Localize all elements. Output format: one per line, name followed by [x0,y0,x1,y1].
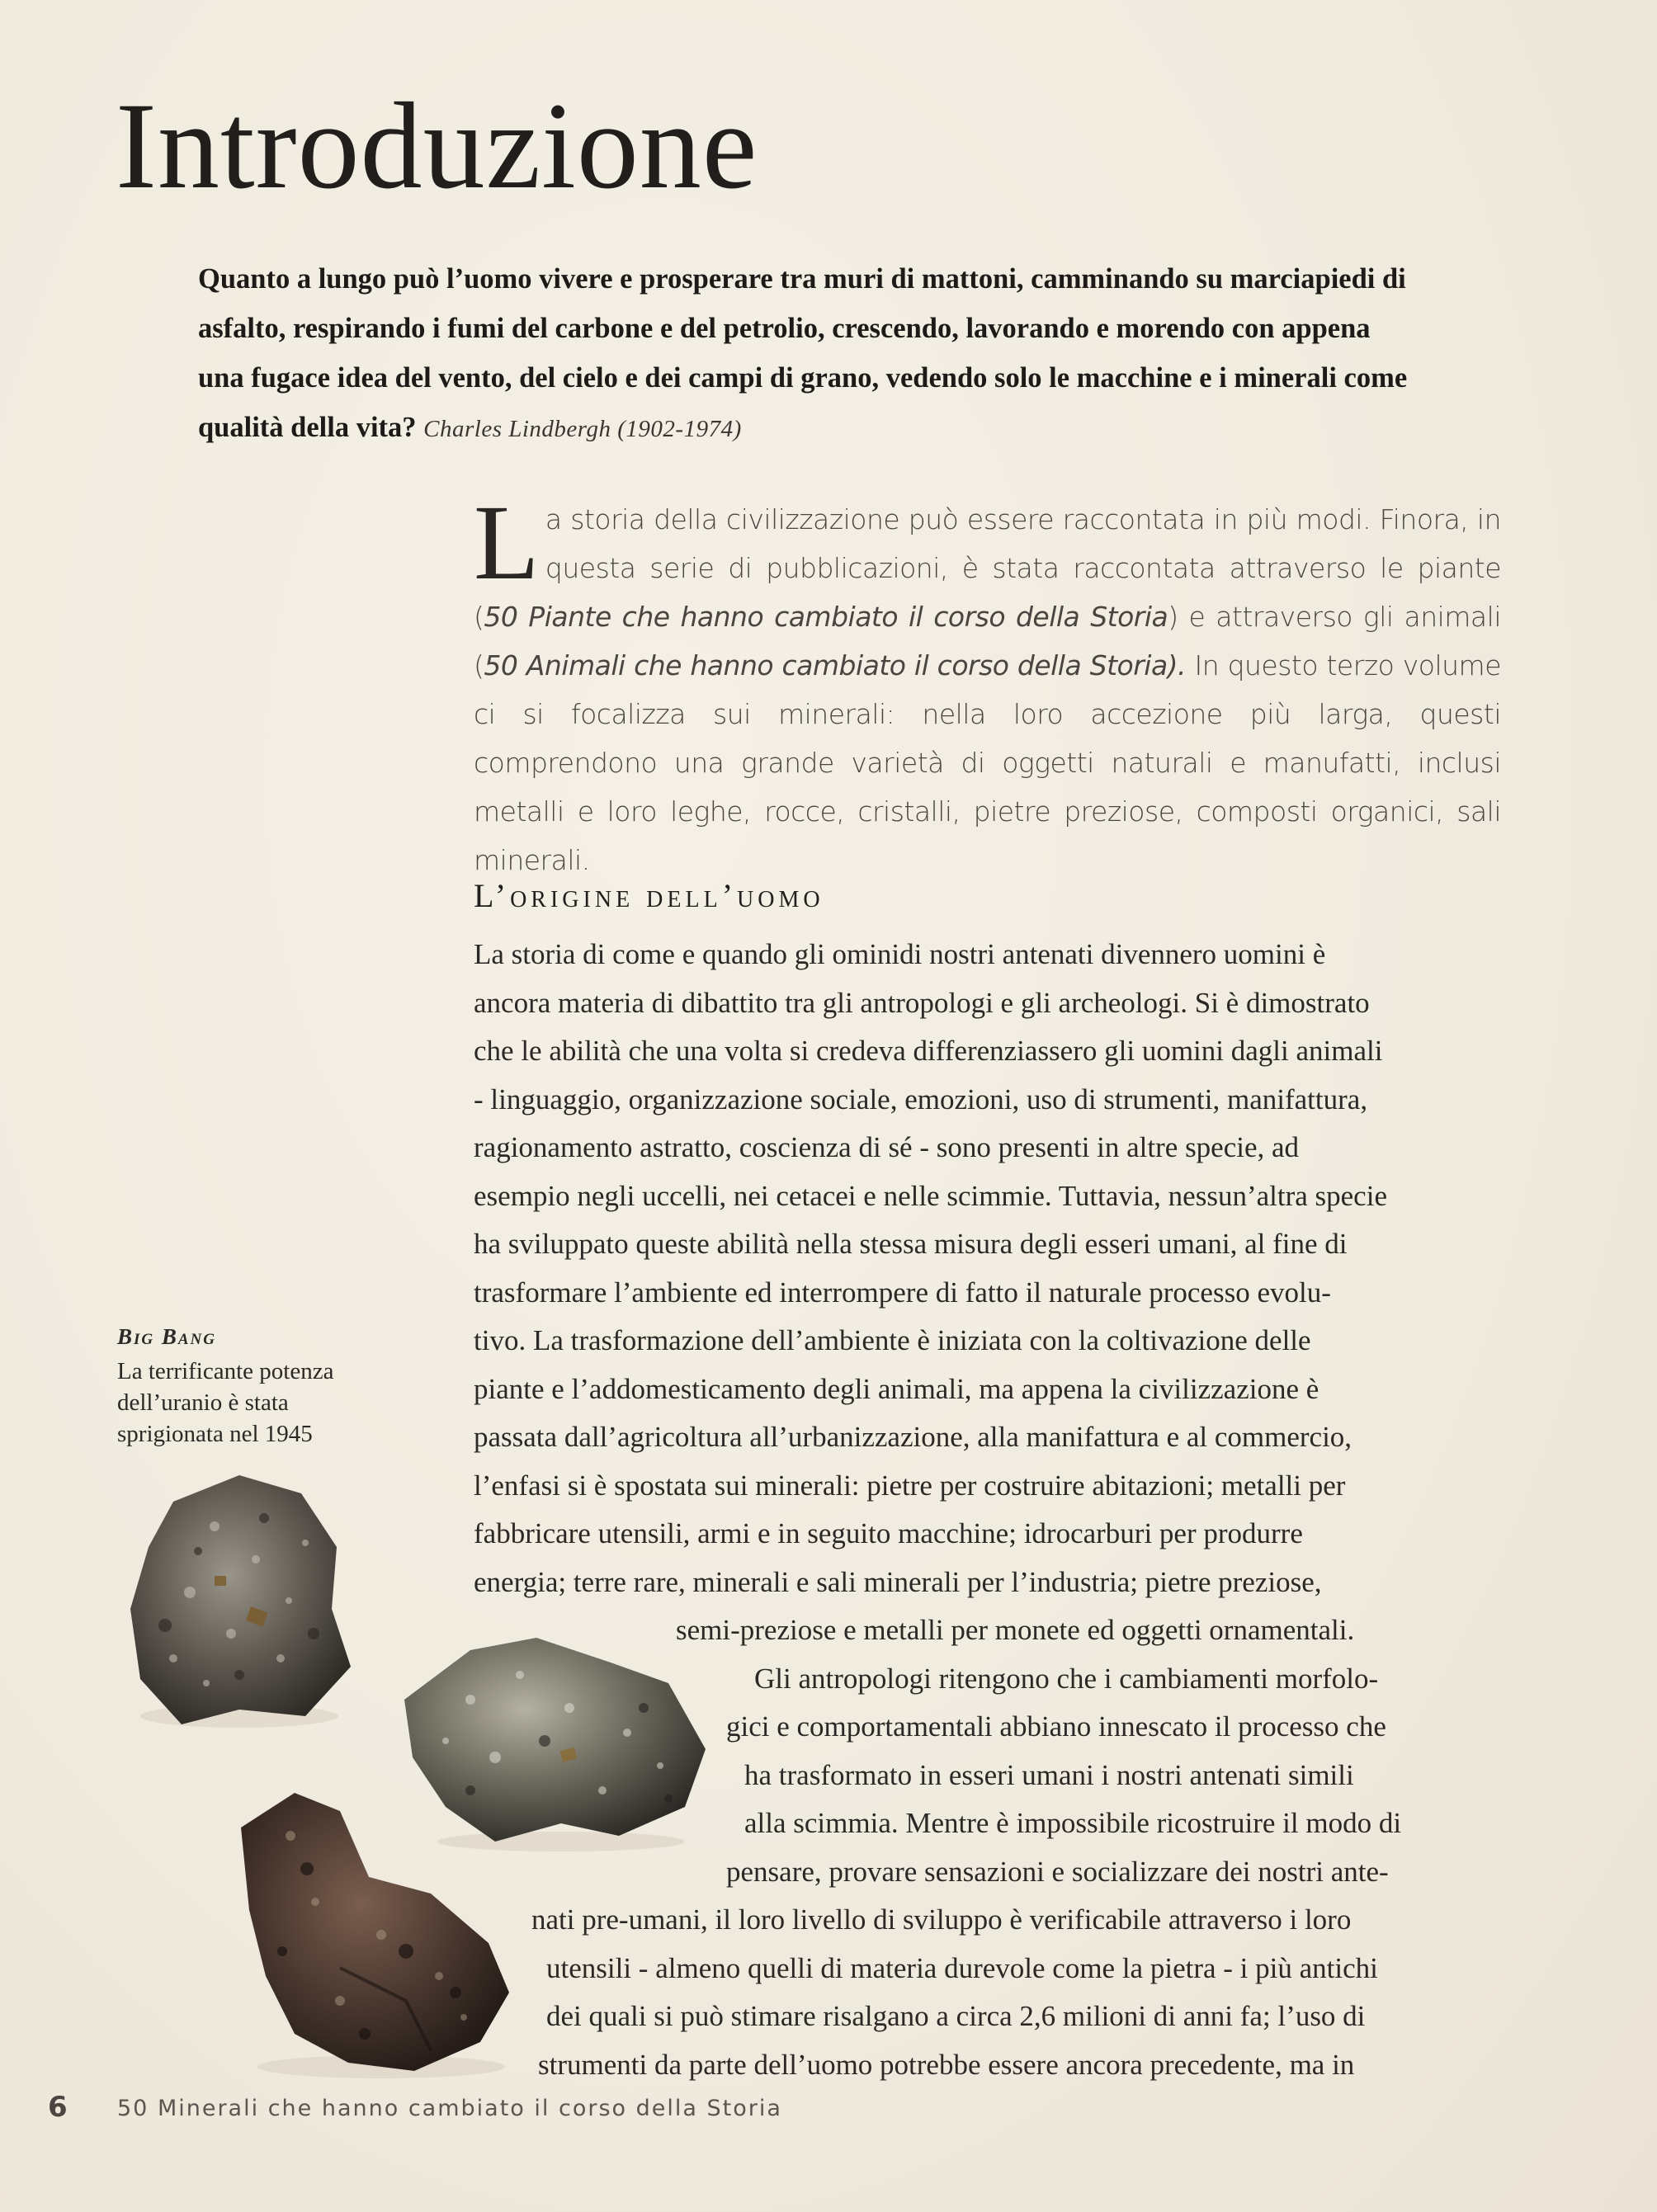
body-line: ragionamento astratto, coscienza di sé - sono presenti in altre specie, ad [474,1131,1300,1163]
epigraph-author: Charles Lindbergh (1902-1974) [423,416,742,442]
image-caption [117,1318,389,1450]
body-line: energia; terre rare, minerali e sali minerali per l’industria; pietre preziose, [474,1565,1322,1598]
intro-book-title-2: 50 Animali che hanno cambiato il corso della Storia). [484,649,1187,682]
intro-text-2: ) e attraverso gli animali ( [474,601,1501,682]
body-line: che le abilità che una volta si credeva differenziassero gli uomini dagli animali [474,1035,1383,1067]
body-line: - linguaggio, organizzazione sociale, emozioni, uso di strumenti, manifattura, [474,1082,1368,1115]
page-title: Introduzione [116,78,758,215]
body-line: nati pre-umani, il loro livello di sviluppo è verificabile attraverso i loro [531,1903,1352,1936]
body-line: ancora materia di dibattito tra gli antropologi e gli archeologi. Si è dimostrato [474,986,1370,1019]
drop-cap: L [474,483,539,602]
body-line: fabbricare utensili, armi e in seguito macchine; idrocarburi per produrre [474,1517,1303,1549]
body-line: alla scimmia. Mentre è impossibile ricostruire il modo di [744,1807,1402,1839]
body-line: La storia di come e quando gli ominidi nostri antenati divennero uomini è [474,938,1326,970]
intro-book-title-1: 50 Piante che hanno cambiato il corso della Storia [484,601,1168,633]
caption-title: Big Bang [117,1324,216,1349]
body-line: Gli antropologi ritengono che i cambiamenti morfolo- [754,1662,1379,1695]
body-line: l’enfasi si è spostata sui minerali: pietre per costruire abitazioni; metalli per [474,1469,1346,1502]
body-line: trasformare l’ambiente ed interrompere di fatto il naturale processo evolu- [474,1276,1331,1309]
body-line: ha trasformato in esseri umani i nostri antenati simili [744,1758,1354,1791]
body-line: tivo. La trasformazione dell’ambiente è iniziata con la coltivazione delle [474,1324,1311,1356]
intro-paragraph [474,483,1501,884]
body-line: esempio negli uccelli, nei cetacei e nelle scimmie. Tuttavia, nessun’altra specie [474,1179,1387,1212]
intro-text-1: a storia della civilizzazione può essere raccontata in più modi. Finora, in questa serie di pubblicazioni, è stata raccontata attraverso le piante ( [474,503,1501,633]
section-heading: L’origine dell’uomo [474,877,824,914]
body-line: strumenti da parte dell’uomo potrebbe essere ancora precedente, ma in [538,2048,1355,2081]
body-line: semi-preziose e metalli per monete ed oggetti ornamentali. [676,1614,1355,1646]
mineral-rock-1-image [116,1469,371,1733]
epigraph-text: Quanto a lungo può l’uomo vivere e prosperare tra muri di mattoni, camminando su marciapiedi di asfalto, respirando i fumi del carbone e del petrolio, crescendo, lavorando e morendo con appena una fugace idea del vento, del cielo e dei campi di grano, vedendo solo le macchine e i minerali come qualità della vita? [198,263,1408,443]
body-line: ha sviluppato queste abilità nella stessa misura degli esseri umani, al fine di [474,1228,1348,1260]
intro-text-3: In questo terzo volume ci si focalizza sui minerali: nella loro accezione più larga, questi comprendono una grande varietà di oggetti naturali e manufatti, inclusi metalli e loro leghe, rocce, cristalli, pietre preziose, composti organici, sali minerali. [474,649,1501,876]
running-footer: 50 Minerali che hanno cambiato il corso della Storia [117,2096,782,2121]
body-line: utensili - almeno quelli di materia durevole come la pietra - i più antichi [546,1951,1378,1984]
page-number: 6 [48,2091,68,2124]
body-line: dei quali si può stimare risalgano a circa 2,6 milioni di anni fa; l’uso di [546,2000,1366,2032]
body-text [474,931,1501,2089]
body-line: gici e comportamentali abbiano innescato il processo che [726,1710,1386,1743]
epigraph [198,254,1411,454]
body-line: piante e l’addomesticamento degli animali, ma appena la civilizzazione è [474,1372,1319,1405]
mineral-rock-3-image [216,1786,522,2083]
body-line: pensare, provare sensazioni e socializzare dei nostri ante- [726,1855,1389,1888]
body-line: passata dall’agricoltura all’urbanizzazione, alla manifattura e al commercio, [474,1421,1353,1453]
caption-text: La terrificante potenza dell’uranio è stata sprigionata nel 1945 [117,1358,334,1447]
